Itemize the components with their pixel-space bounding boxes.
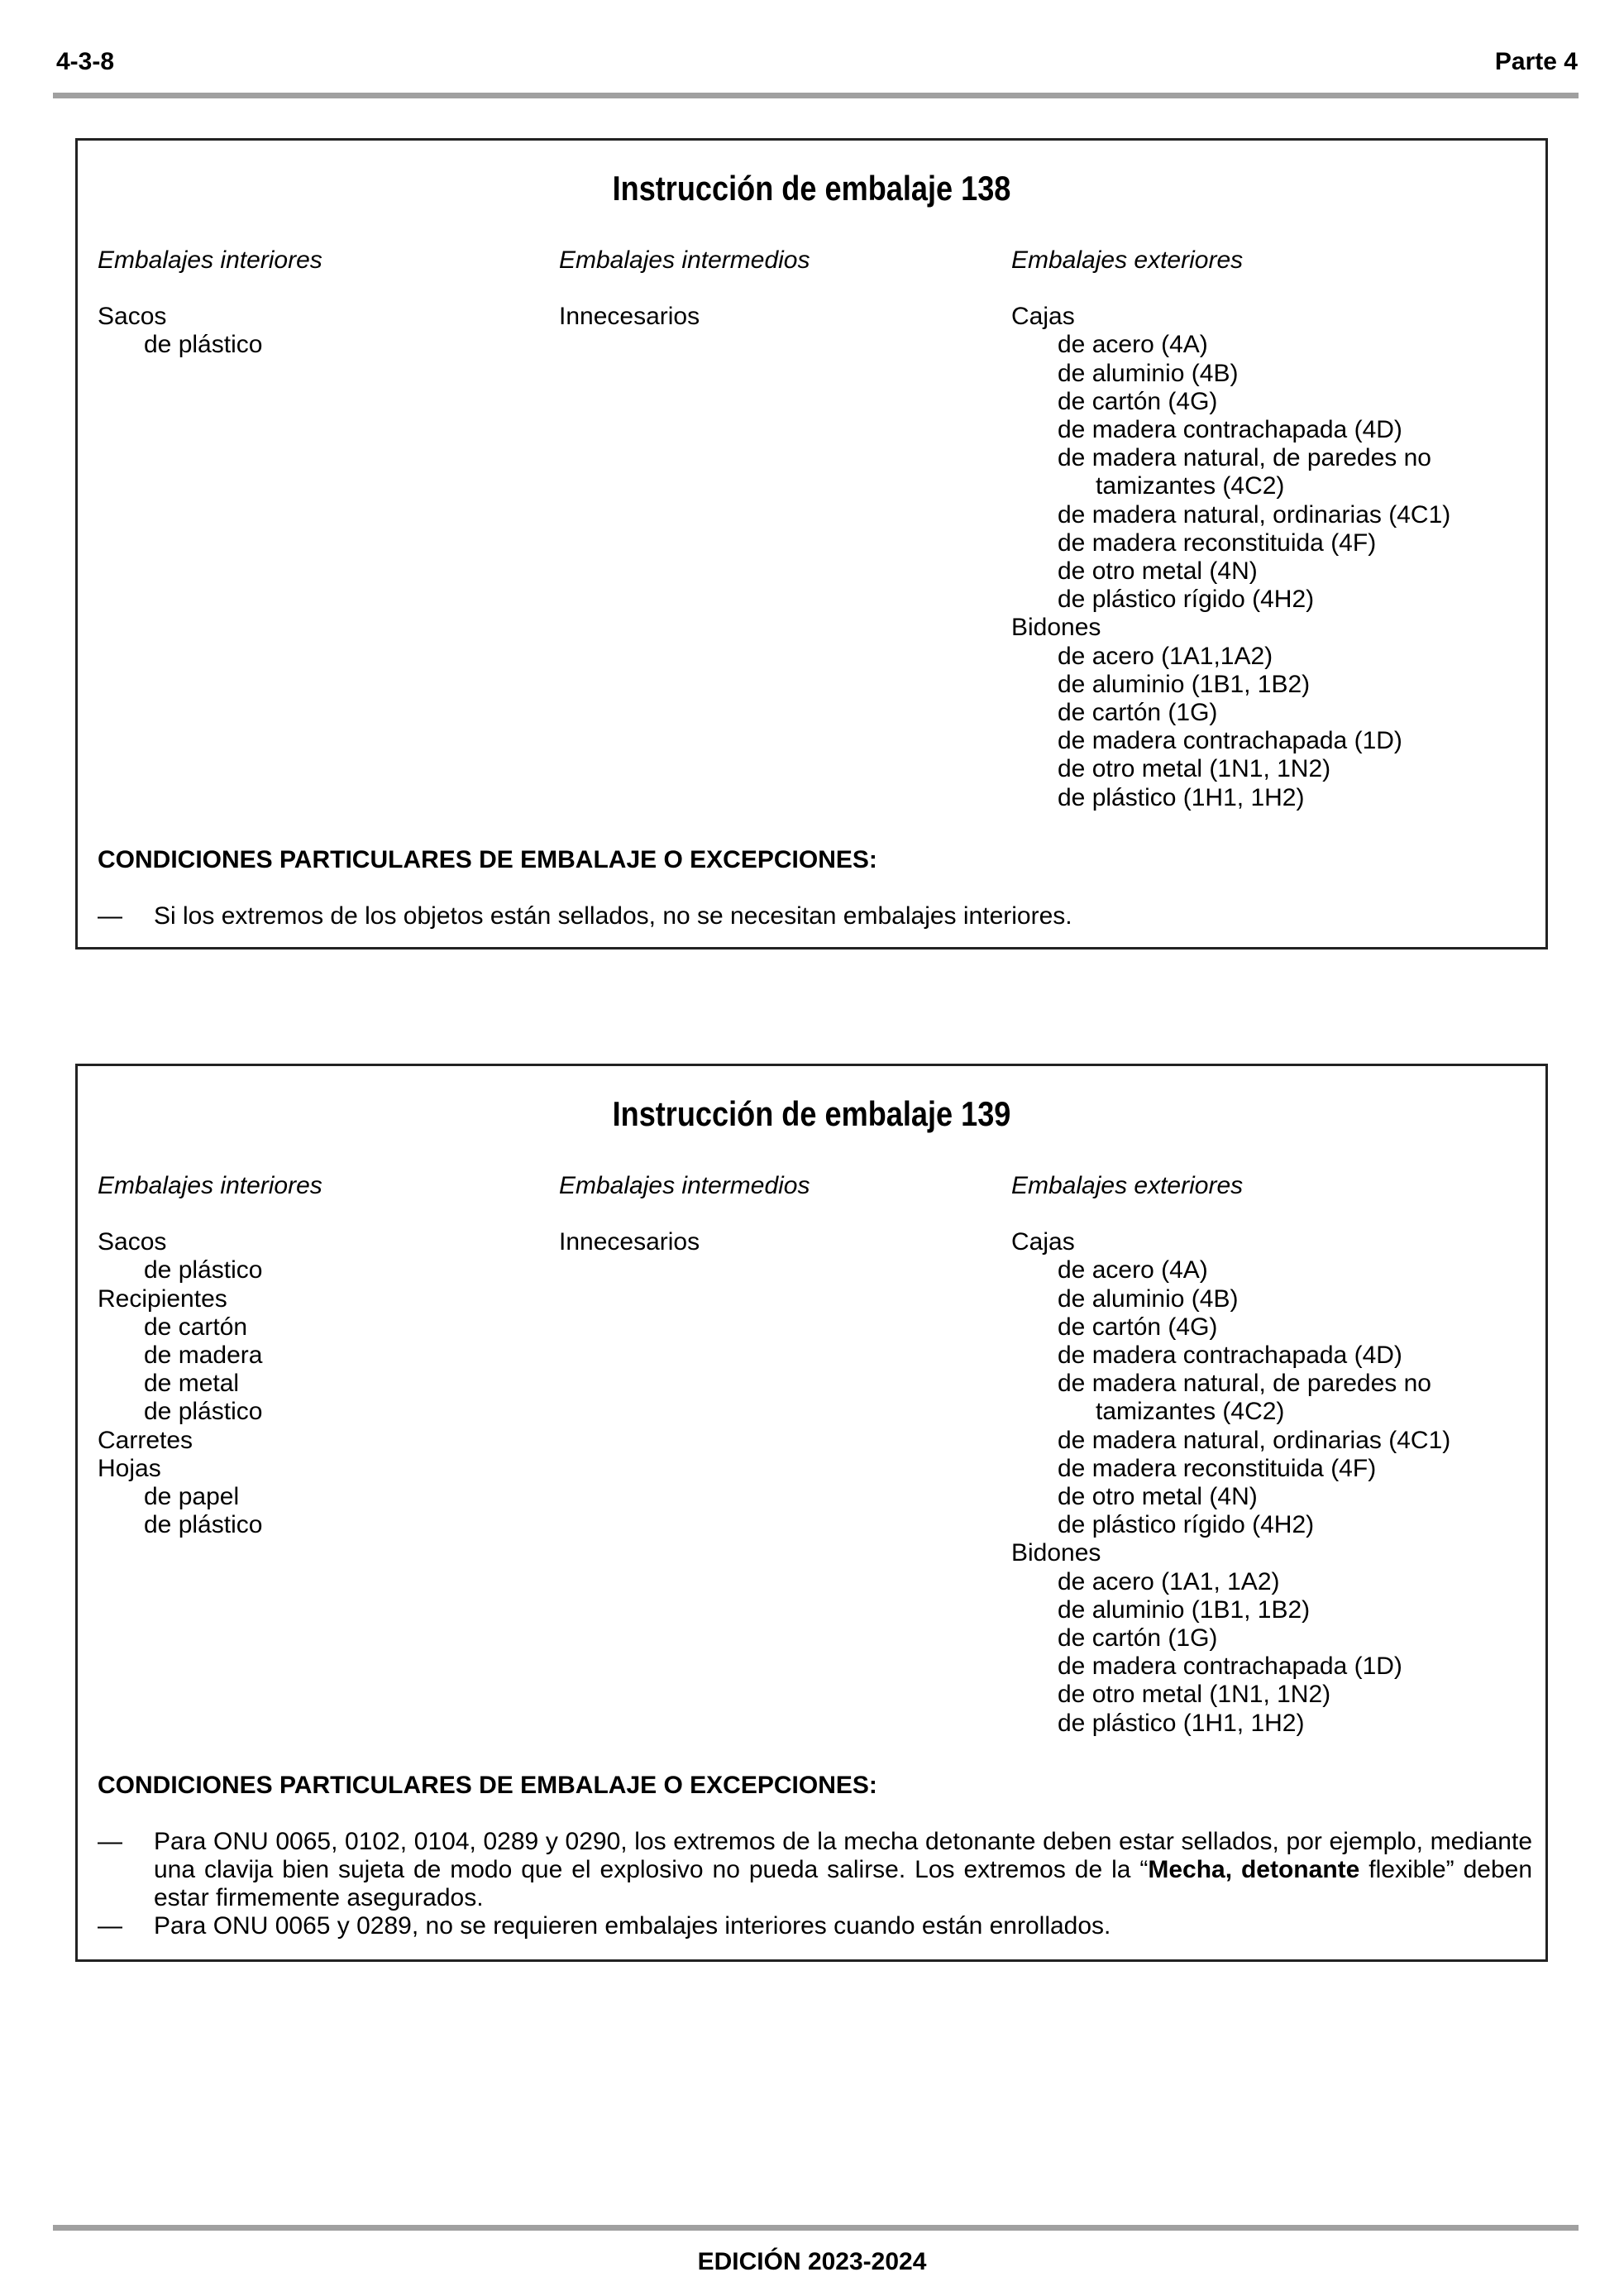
list-item: de plástico [144, 1398, 263, 1426]
column-header: Embalajes interiores [98, 1172, 322, 1199]
list-item: de otro metal (1N1, 1N2) [1058, 1681, 1331, 1709]
condition-item [98, 1828, 1532, 1912]
header-rule [53, 93, 1579, 98]
list-item: de madera reconstituida (4F) [1058, 1454, 1377, 1482]
box-title: Instrucción de embalaje 138 [612, 169, 1011, 208]
exterior-column [1011, 246, 1450, 812]
interior-column [98, 246, 322, 360]
conditions-title: CONDICIONES PARTICULARES DE EMBALAJE O EXCEPCIONES: [98, 1772, 877, 1799]
list-item: de plástico [144, 331, 263, 359]
intermediate-column [559, 246, 810, 331]
list-item: de plástico (1H1, 1H2) [1058, 1709, 1305, 1737]
condition-text-part: Para ONU 0065, 0102, 0104, 0289 y 0290, los extremos de la mecha detonante deben estar sellados, por ejemplo, mediante una clavija bien sujeta de modo que el explosivo no pueda salirse. Los extremos de la “ [154, 1828, 1532, 1883]
list-item: de plástico [144, 1256, 263, 1284]
list-item: Bidones [1011, 614, 1101, 642]
list-item: de cartón (4G) [1058, 1313, 1218, 1341]
list-item: de cartón (1G) [1058, 699, 1218, 727]
list-item: de plástico rígido (4H2) [1058, 1511, 1315, 1539]
list-item: de acero (1A1, 1A2) [1058, 1567, 1280, 1595]
column-header: Embalajes interiores [98, 246, 322, 274]
list-item: de cartón (4G) [1058, 387, 1218, 415]
list-item: de madera natural, ordinarias (4C1) [1058, 1426, 1451, 1454]
list-item: de plástico (1H1, 1H2) [1058, 783, 1305, 811]
list-item: Innecesarios [559, 303, 700, 331]
condition-text [154, 1828, 1532, 1912]
list-item: Carretes [98, 1426, 193, 1454]
list-item: de cartón (1G) [1058, 1624, 1218, 1653]
list-item: de acero (4A) [1058, 1256, 1208, 1284]
list-item: de madera contrachapada (1D) [1058, 727, 1402, 755]
list-item: de cartón [144, 1313, 248, 1341]
condition-item [98, 902, 1532, 930]
list-item: Recipientes [98, 1284, 227, 1313]
condition-text: Si los extremos de los objetos están sellados, no se necesitan embalajes interiores. [154, 902, 1072, 930]
list-item: de aluminio (4B) [1058, 359, 1239, 387]
intermediate-column [559, 1172, 810, 1256]
list-item: de papel [144, 1483, 240, 1511]
column-header: Embalajes intermedios [559, 246, 810, 274]
column-header: Embalajes exteriores [1011, 246, 1244, 274]
list-item: de aluminio (1B1, 1B2) [1058, 670, 1311, 698]
exterior-column [1011, 1172, 1450, 1738]
list-item: de madera contrachapada (1D) [1058, 1653, 1402, 1681]
condition-text-bold: Mecha, detonante [1148, 1856, 1360, 1883]
list-item: de acero (1A1,1A2) [1058, 642, 1273, 670]
part-label: Parte 4 [1494, 48, 1578, 75]
list-item: de madera [144, 1342, 263, 1370]
list-item: Sacos [98, 1228, 167, 1256]
list-item: de madera contrachapada (4D) [1058, 416, 1402, 444]
edition-footer: EDICIÓN 2023-2024 [697, 2248, 927, 2275]
list-item: de plástico rígido (4H2) [1058, 586, 1315, 614]
list-item: tamizantes (4C2) [1096, 1398, 1285, 1426]
dash: — [98, 1828, 122, 1855]
conditions-list [98, 902, 1532, 930]
footer-rule [53, 2225, 1579, 2231]
list-item: tamizantes (4C2) [1096, 472, 1285, 500]
condition-item [98, 1912, 1532, 1940]
list-item: de otro metal (4N) [1058, 1483, 1258, 1511]
packing-instruction-138 [75, 138, 1548, 949]
conditions-list [98, 1828, 1532, 1940]
list-item: de madera natural, de paredes no [1058, 1370, 1431, 1398]
list-item: Sacos [98, 303, 167, 331]
column-header: Embalajes intermedios [559, 1172, 810, 1199]
list-item: Hojas [98, 1454, 161, 1482]
list-item: de metal [144, 1370, 240, 1398]
list-item: de otro metal (1N1, 1N2) [1058, 755, 1331, 783]
packing-instruction-139 [75, 1064, 1548, 1962]
list-item: de madera natural, ordinarias (4C1) [1058, 500, 1451, 529]
list-item: Cajas [1011, 303, 1075, 331]
list-item: de plástico [144, 1511, 263, 1539]
list-item: de otro metal (4N) [1058, 557, 1258, 586]
dash: — [98, 902, 122, 930]
list-item: de madera reconstituida (4F) [1058, 529, 1377, 557]
list-item: de aluminio (1B1, 1B2) [1058, 1595, 1311, 1624]
list-item: de madera natural, de paredes no [1058, 444, 1431, 472]
list-item: de acero (4A) [1058, 331, 1208, 359]
list-item: Innecesarios [559, 1228, 700, 1256]
interior-column [98, 1172, 322, 1539]
list-item: de aluminio (4B) [1058, 1284, 1239, 1313]
dash: — [98, 1912, 122, 1940]
condition-text: Para ONU 0065 y 0289, no se requieren embalajes interiores cuando están enrollados. [154, 1912, 1111, 1940]
column-header: Embalajes exteriores [1011, 1172, 1244, 1199]
page-number: 4-3-8 [56, 48, 115, 75]
list-item: Cajas [1011, 1228, 1075, 1256]
conditions-title: CONDICIONES PARTICULARES DE EMBALAJE O EXCEPCIONES: [98, 846, 877, 873]
box-title: Instrucción de embalaje 139 [612, 1094, 1011, 1133]
list-item: de madera contrachapada (4D) [1058, 1342, 1402, 1370]
condition-text-part: flexible” deben estar firmemente asegurados. [154, 1856, 1533, 1911]
list-item: Bidones [1011, 1539, 1101, 1567]
